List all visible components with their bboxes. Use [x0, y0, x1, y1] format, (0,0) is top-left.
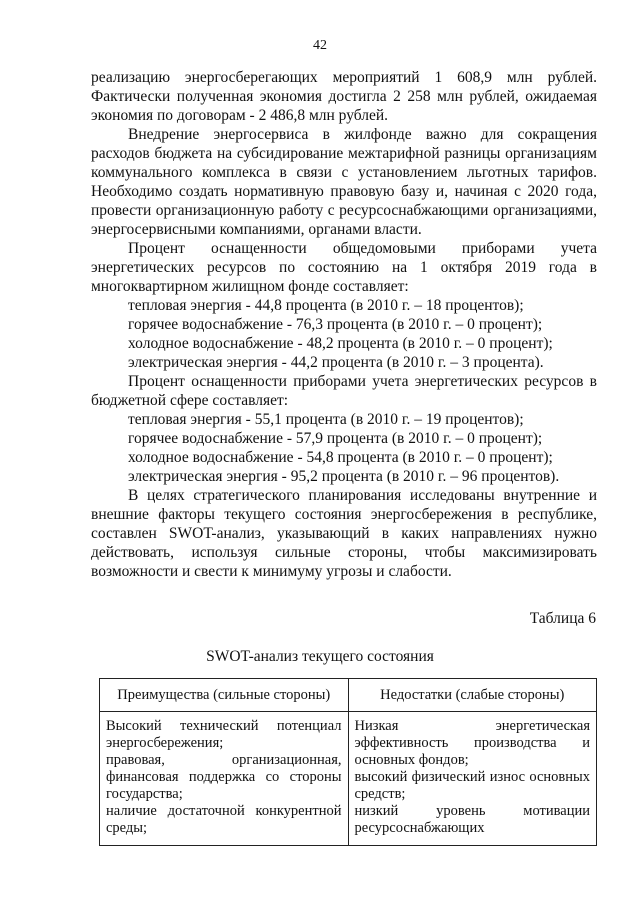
- strength-item: правовая, организационная, финансовая поддержка со стороны государства;: [106, 752, 342, 802]
- paragraph: В целях стратегического планирования исследованы внутренние и внешние факторы текущего состояния энергосбережения в республике, составлен SWOT-анализ, указывающий в каких направлениях нужно действовать, используя сильные стороны, чтобы максимизировать возможности и свести к минимуму угрозы и слабости.: [91, 487, 597, 580]
- weakness-item: высокий физический износ основных средств;: [354, 769, 590, 802]
- strengths-cell: [100, 712, 349, 846]
- list-item: тепловая энергия - 55,1 процента (в 2010 г. – 19 процентов);: [128, 411, 524, 428]
- list-item: холодное водоснабжение - 54,8 процента (в 2010 г. – 0 процент);: [128, 449, 553, 466]
- page-number: 42: [313, 38, 327, 53]
- weakness-item: Низкая энергетическая эффективность производства и основных фондов;: [354, 718, 590, 768]
- paragraph: Процент оснащенности приборами учета энергетических ресурсов в бюджетной сфере составляет:: [91, 373, 597, 409]
- strengths-header: Преимущества (сильные стороны): [100, 679, 349, 712]
- table-header-row: [100, 679, 597, 712]
- list-item: горячее водоснабжение - 76,3 процента (в 2010 г. – 0 процент);: [128, 316, 543, 333]
- weaknesses-header: Недостатки (слабые стороны): [348, 679, 597, 712]
- body-text: [91, 68, 597, 581]
- table-caption: SWOT-анализ текущего состояния: [206, 648, 434, 665]
- list-item: тепловая энергия - 44,8 процента (в 2010 г. – 18 процентов);: [128, 297, 524, 314]
- list-item: электрическая энергия - 44,2 процента (в 2010 г. – 3 процента).: [128, 354, 544, 371]
- list-item: электрическая энергия - 95,2 процента (в 2010 г. – 96 процентов).: [128, 468, 560, 485]
- paragraph: Внедрение энергосервиса в жилфонде важно для сокращения расходов бюджета на субсидирование межтарифной разницы организациям коммунального комплекса в связи с установлением льготных тарифов. Необходимо создать нормативную правовую базу и, начиная с 2020 года, провести организационную работу с ресурсоснабжающими организациями, энергосервисными компаниями, органами власти.: [91, 126, 597, 238]
- list-item: холодное водоснабжение - 48,2 процента (в 2010 г. – 0 процент);: [128, 335, 553, 352]
- list-item: горячее водоснабжение - 57,9 процента (в 2010 г. – 0 процент);: [128, 430, 543, 447]
- strength-item: наличие достаточной конкурентной среды;: [106, 803, 342, 836]
- table-row: [100, 712, 597, 846]
- paragraph: Процент оснащенности общедомовыми приборами учета энергетических ресурсов по состоянию на 1 октября 2019 года в многоквартирном жилищном фонде составляет:: [91, 240, 597, 295]
- weaknesses-cell: [348, 712, 597, 846]
- swot-table: [99, 678, 597, 846]
- table-number: Таблица 6: [529, 610, 596, 627]
- strength-item: Высокий технический потенциал энергосбережения;: [106, 718, 342, 751]
- paragraph: реализацию энергосберегающих мероприятий 1 608,9 млн рублей. Фактически полученная экономия достигла 2 258 млн рублей, ожидаемая экономия по договорам - 2 486,8 млн рублей.: [91, 69, 597, 124]
- weakness-item: низкий уровень мотивации ресурсоснабжающих: [354, 803, 590, 836]
